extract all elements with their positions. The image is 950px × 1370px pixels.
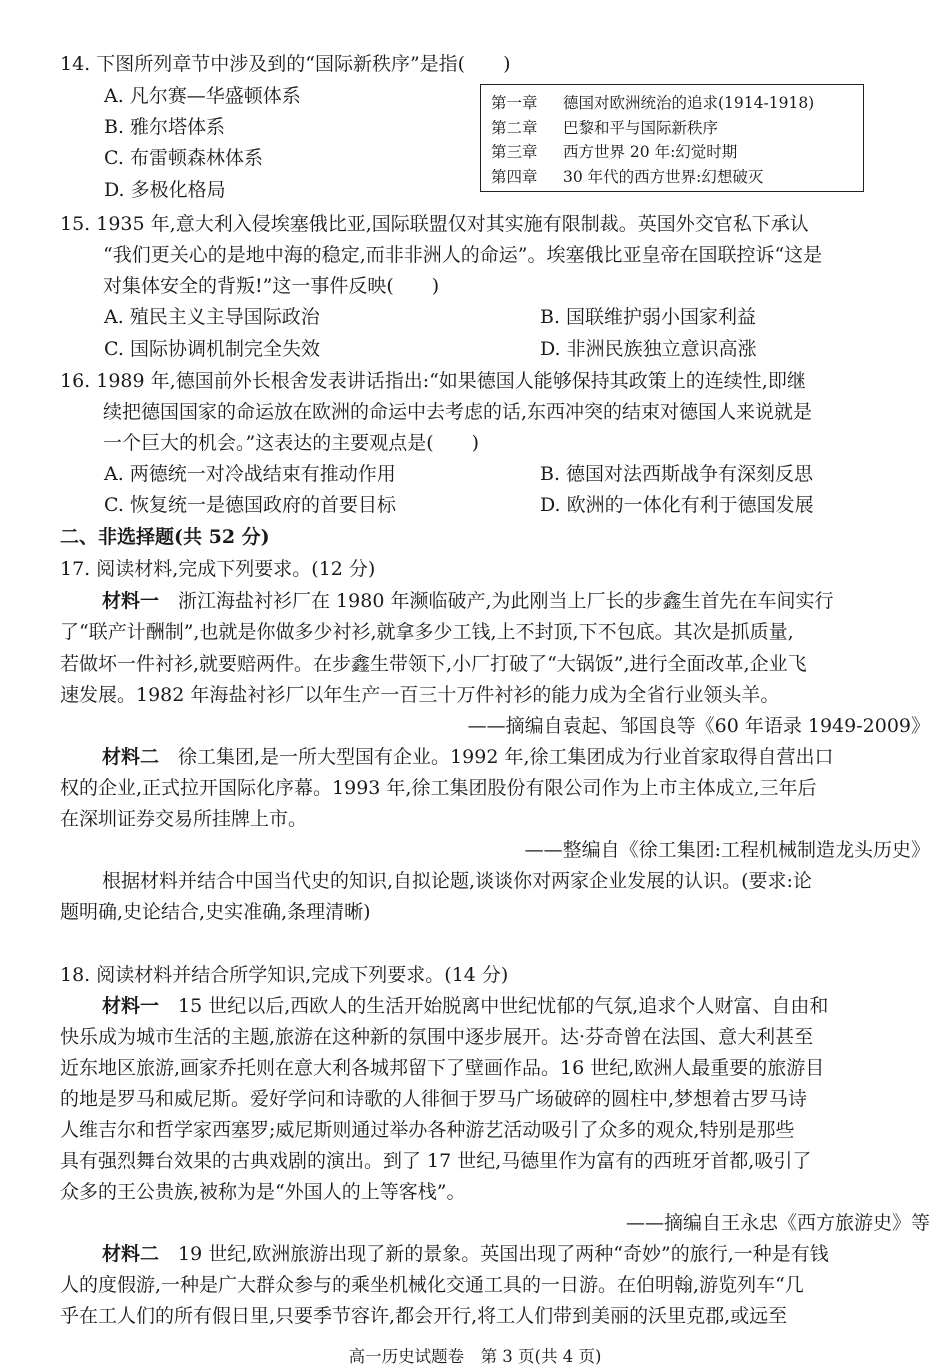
q17-material-2-line: 在深圳证券交易所挂牌上市。 — [60, 808, 308, 830]
chapter-title: 巴黎和平与国际新秩序 — [563, 118, 719, 137]
q14-option-a: A. 凡尔赛—华盛顿体系 — [104, 85, 301, 107]
material-label: 材料二 — [102, 746, 160, 768]
chapter-number: 第三章 — [491, 143, 538, 161]
q15-stem-line: 15. 1935 年,意大利入侵埃塞俄比亚,国际联盟仅对其实施有限制裁。英国外交官私下承认 — [60, 213, 809, 235]
q17-material-1-line — [102, 588, 834, 614]
q18-material-1-line: 的地是罗马和威尼斯。爱好学问和诗歌的人徘徊于罗马广场破碎的圆柱中,梦想着古罗马诗 — [60, 1088, 808, 1110]
q15-stem-line: 对集体安全的背叛!”这一事件反映( ) — [103, 275, 440, 297]
chapter-number: 第四章 — [491, 167, 538, 186]
page-footer: 高一历史试题卷 第 3 页(共 4 页) — [348, 1347, 602, 1366]
q17-material-1-source: ——摘编自袁起、邹国良等《60 年语录 1949-2009》 — [467, 715, 930, 737]
chapter-number: 第二章 — [491, 118, 538, 137]
q17-material-1-line: 速发展。1982 年海盐衬衫厂以年生产一百三十万件衬衫的能力成为全省行业领头羊。 — [60, 684, 780, 706]
q15-option-b: B. 国联维护弱小国家利益 — [540, 306, 757, 328]
material-text: 徐工集团,是一所大型国有企业。1992 年,徐工集团成为行业首家取得自营出口 — [159, 746, 834, 768]
material-text: 19 世纪,欧洲旅游出现了新的景象。英国出现了两种“奇妙”的旅行,一种是有钱 — [159, 1243, 829, 1265]
q16-option-a: A. 两德统一对冷战结束有推动作用 — [104, 463, 396, 485]
q14-stem: 14. 下图所列章节中涉及到的“国际新秩序”是指( ) — [60, 53, 511, 75]
q16-stem-line: 一个巨大的机会。”这表达的主要观点是( ) — [103, 432, 480, 454]
material-label: 材料一 — [102, 995, 160, 1017]
q18-material-2-line: 人的度假游,一种是广大群众参与的乘坐机械化交通工具的一日游。在伯明翰,游览列车“几 — [60, 1274, 804, 1296]
material-text: 15 世纪以后,西欧人的生活开始脱离中世纪忧郁的气氛,追求个人财富、自由和 — [159, 995, 829, 1017]
q16-option-c: C. 恢复统一是德国政府的首要目标 — [104, 494, 396, 516]
chapter-title: 德国对欧洲统治的追求(1914-1918) — [563, 94, 815, 112]
q18-material-1-line: 快乐成为城市生活的主题,旅游在这种新的氛围中逐步展开。达·芬奇曾在法国、意大利甚至 — [60, 1026, 814, 1048]
q18-material-1-line: 具有强烈舞台效果的古典戏剧的演出。到了 17 世纪,马德里作为富有的西班牙首都,吸引了 — [60, 1150, 812, 1172]
q17-task-line: 题明确,史论结合,史实准确,条理清晰) — [60, 901, 371, 923]
q16-stem-line: 16. 1989 年,德国前外长根舍发表讲话指出:“如果德国人能够保持其政策上的连续性,即继 — [60, 370, 806, 392]
q17-stem: 17. 阅读材料,完成下列要求。(12 分) — [60, 558, 376, 580]
chapter-title: 西方世界 20 年:幻觉时期 — [563, 143, 738, 161]
q18-stem: 18. 阅读材料并结合所学知识,完成下列要求。(14 分) — [60, 964, 509, 986]
q18-material-1-line — [102, 993, 828, 1019]
chapter-row — [491, 116, 863, 141]
chapter-list-box — [480, 84, 864, 192]
q16-option-b: B. 德国对法西斯战争有深刻反思 — [540, 463, 814, 485]
material-label: 材料一 — [102, 590, 160, 612]
q15-option-d: D. 非洲民族独立意识高涨 — [540, 338, 757, 360]
q17-material-1-line: 若做坏一件衬衫,就要赔两件。在步鑫生带领下,小厂打破了“大锅饭”,进行全面改革,企业飞 — [60, 653, 807, 675]
q17-material-2-source: ——整编自《徐工集团:工程机械制造龙头历史》 — [524, 839, 930, 861]
q18-material-1-line: 近东地区旅游,画家乔托则在意大利各城邦留下了壁画作品。16 世纪,欧洲人最重要的旅游目 — [60, 1057, 825, 1079]
q17-material-1-line: 了“联产计酬制”,也就是你做多少衬衫,就拿多少工钱,上不封顶,下不包底。其次是抓质量, — [60, 621, 794, 643]
section-heading: 二、非选择题(共 52 分) — [60, 526, 270, 548]
chapter-number: 第一章 — [491, 94, 538, 112]
q18-material-2-line — [102, 1241, 829, 1267]
chapter-row — [491, 91, 863, 116]
q17-task-line: 根据材料并结合中国当代史的知识,自拟论题,谈谈你对两家企业发展的认识。(要求:论 — [102, 870, 812, 892]
chapter-row — [491, 165, 863, 190]
q15-stem-line: “我们更关心的是地中海的稳定,而非非洲人的命运”。埃塞俄比亚皇帝在国联控诉“这是 — [103, 244, 823, 266]
q17-material-2-line — [102, 744, 834, 770]
q17-material-2-line: 权的企业,正式拉开国际化序幕。1993 年,徐工集团股份有限公司作为上市主体成立,三年后 — [60, 777, 817, 799]
q18-material-1-line: 人维吉尔和哲学家西塞罗;威尼斯则通过举办各种游艺活动吸引了众多的观众,特别是那些 — [60, 1119, 795, 1141]
q15-option-a: A. 殖民主义主导国际政治 — [104, 306, 320, 328]
chapter-title: 30 年代的西方世界:幻想破灭 — [563, 167, 764, 186]
q14-option-b: B. 雅尔塔体系 — [104, 116, 226, 138]
q15-option-c: C. 国际协调机制完全失效 — [104, 338, 320, 360]
q14-option-c: C. 布雷顿森林体系 — [104, 147, 263, 169]
q16-stem-line: 续把德国国家的命运放在欧洲的命运中去考虑的话,东西冲突的结束对德国人来说就是 — [103, 401, 813, 423]
material-label: 材料二 — [102, 1243, 160, 1265]
material-text: 浙江海盐衬衫厂在 1980 年濒临破产,为此刚当上厂长的步鑫生首先在车间实行 — [159, 590, 834, 612]
q14-option-d: D. 多极化格局 — [104, 179, 226, 201]
q18-material-1-line: 众多的王公贵族,被称为是“外国人的上等客栈”。 — [60, 1181, 466, 1203]
q18-material-1-source: ——摘编自王永忠《西方旅游史》等 — [625, 1212, 930, 1234]
q16-option-d: D. 欧洲的一体化有利于德国发展 — [540, 494, 814, 516]
q18-material-2-line: 乎在工人们的所有假日里,只要季节容许,都会开行,将工人们带到美丽的沃里克郡,或远至 — [60, 1305, 788, 1327]
chapter-row — [491, 140, 863, 165]
